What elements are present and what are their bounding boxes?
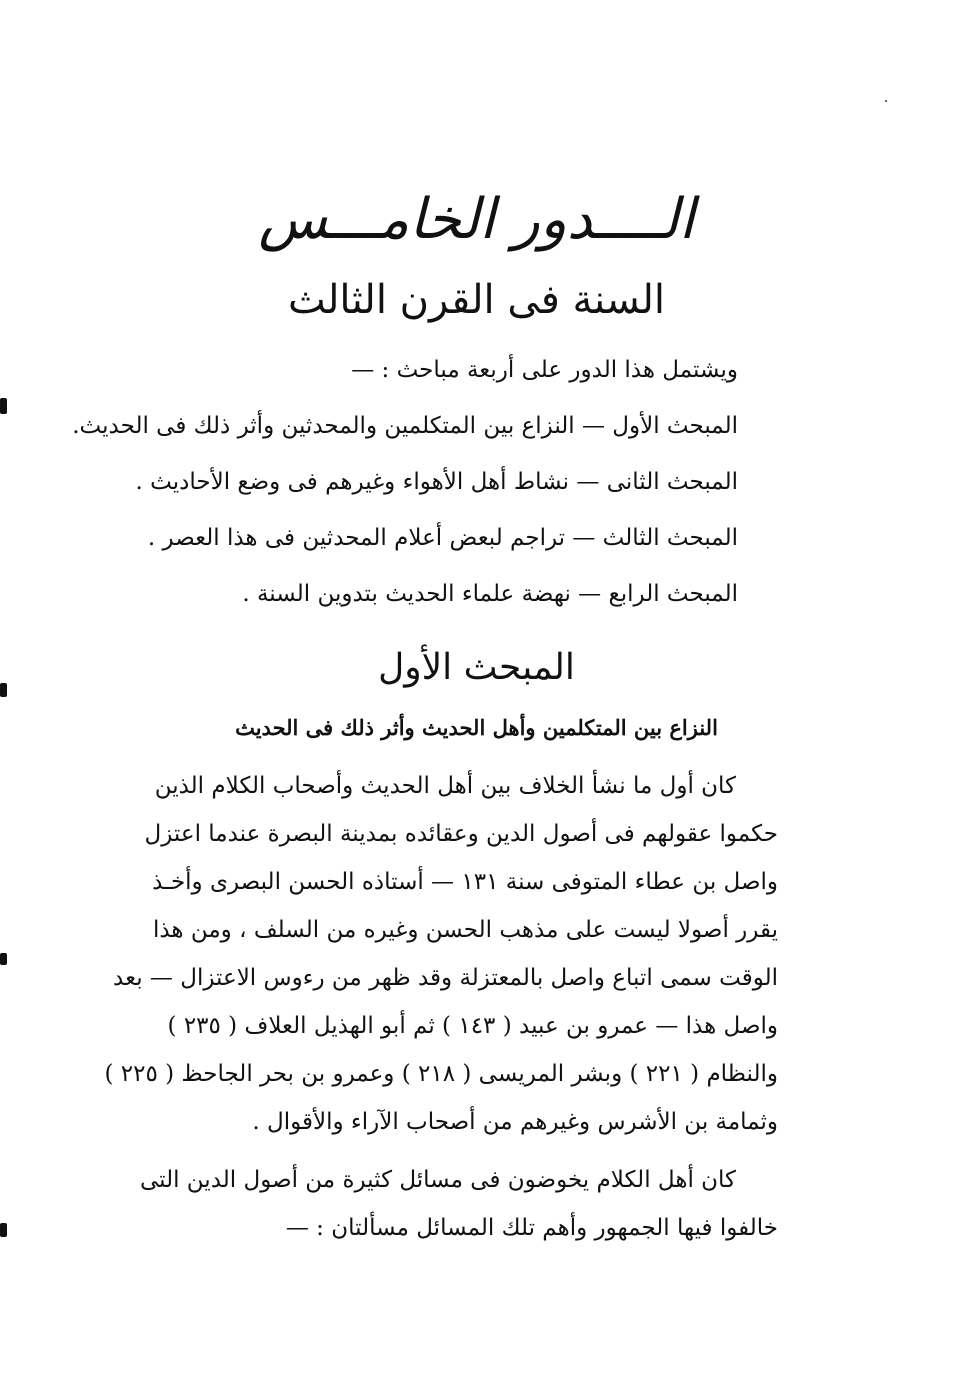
paragraph-line: يقرر أصولا ليست على مذهب الحسن وغيره من السلف ، ومن هذا: [152, 917, 778, 943]
scan-edge-mark: [0, 1223, 7, 1237]
paragraph-1: [104, 762, 778, 1146]
scan-edge-mark: [0, 398, 7, 414]
scan-speck: [885, 100, 887, 102]
topic-item: المبحث الثانى — نشاط أهل الأهواء وغيرهم فى وضع الأحاديث .: [135, 469, 738, 495]
paragraph-line: الوقت سمى اتباع واصل بالمعتزلة وقد ظهر من رءوس الاعتزال — بعد: [113, 965, 778, 991]
paragraph-line: والنظام ( ٢٢١ ) وبشر المريسى ( ٢١٨ ) وعمرو بن بحر الجاحظ ( ٢٢٥ ): [104, 1061, 778, 1087]
chapter-title: الــــدور الخامـــس: [258, 187, 695, 252]
section-subtitle: النزاع بين المتكلمين وأهل الحديث وأثر ذلك فى الحديث: [235, 715, 718, 740]
scan-edge-mark: [0, 953, 7, 965]
topic-item: المبحث الأول — النزاع بين المتكلمين والمحدثين وأثر ذلك فى الحديث.: [72, 413, 738, 439]
paragraph-line: خالفوا فيها الجمهور وأهم تلك المسائل مسألتان : —: [285, 1215, 778, 1241]
paragraph-line: واصل هذا — عمرو بن عبيد ( ١٤٣ ) ثم أبو الهذيل العلاف ( ٢٣٥ ): [167, 1013, 778, 1039]
topic-item: المبحث الرابع — نهضة علماء الحديث بتدوين السنة .: [242, 581, 738, 607]
topic-item: المبحث الثالث — تراجم لبعض أعلام المحدثين فى هذا العصر .: [147, 525, 738, 551]
paragraph-line: كان أهل الكلام يخوضون فى مسائل كثيرة من أصول الدين التى: [139, 1167, 736, 1193]
intro-line: ويشتمل هذا الدور على أربعة مباحث : —: [351, 357, 738, 383]
paragraph-line: كان أول ما نشأ الخلاف بين أهل الحديث وأصحاب الكلام الذين: [154, 773, 736, 799]
part-title: السنة فى القرن الثالث: [287, 277, 666, 323]
paragraph-line: وثمامة بن الأشرس وغيرهم من أصحاب الآراء والأقوال .: [252, 1109, 778, 1135]
paragraph-line: واصل بن عطاء المتوفى سنة ١٣١ — أستاذه الحسن البصرى وأخـذ: [152, 869, 778, 895]
paragraph-2: [130, 1156, 778, 1252]
paragraph-line: حكموا عقولهم فى أصول الدين وعقائده بمدينة البصرة عندما اعتزل: [144, 821, 778, 847]
section-title: المبحث الأول: [378, 647, 575, 688]
